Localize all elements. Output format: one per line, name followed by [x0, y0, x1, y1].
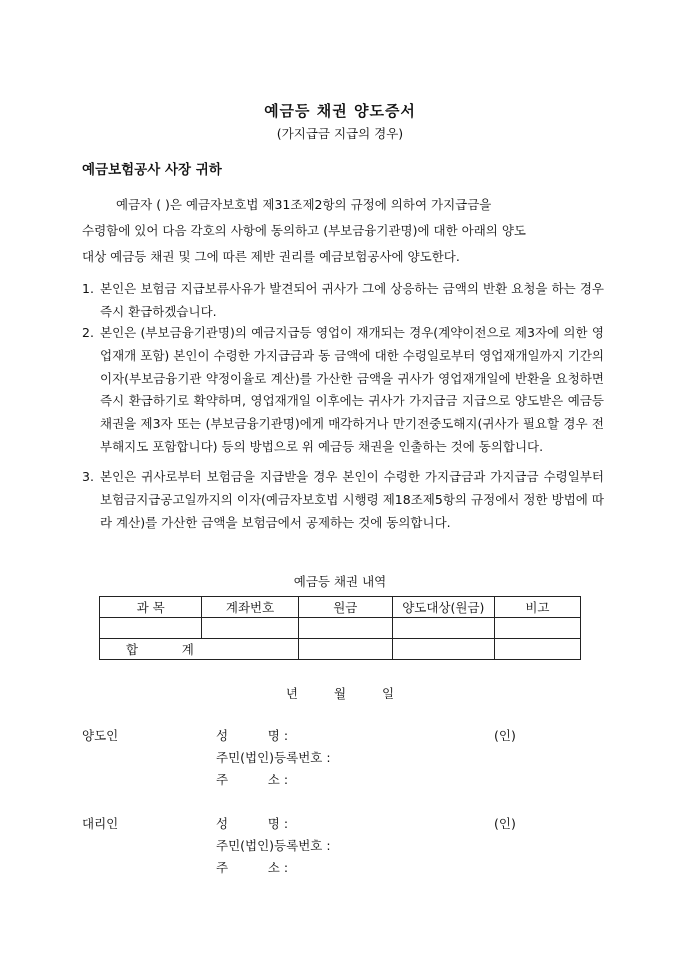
document-subtitle: (가지급금 지급의 경우) [276, 126, 404, 141]
intro-paragraph [82, 192, 604, 270]
table-cell[interactable] [298, 618, 392, 639]
header-principal: 원금 [298, 597, 392, 618]
agent-id-label: 주민(법인)등록번호 : [216, 838, 331, 853]
transferor-role: 양도인 [82, 728, 119, 743]
transferor-address-label: 주 소 : [216, 772, 289, 787]
header-account-number: 계좌번호 [202, 597, 298, 618]
table-cell[interactable] [392, 618, 494, 639]
clause-number: 3. [82, 469, 94, 484]
claims-table [99, 596, 581, 660]
clause-2 [82, 322, 604, 459]
table-title: 예금등 채권 내역 [293, 574, 387, 589]
agent-address-label: 주 소 : [216, 860, 289, 875]
header-transfer-principal: 양도대상(원금) [392, 597, 494, 618]
transferor-id-label: 주민(법인)등록번호 : [216, 750, 331, 765]
total-label: 합 계 [100, 639, 299, 660]
table-cell[interactable] [494, 639, 580, 660]
clause-text: 본인은 (부보금융기관명)의 예금지급등 영업이 재개되는 경우(계약이전으로 제3자에 의한 영업재개 포함) 본인이 수령한 가지급금과 동 금액에 대한 수령일로부터 영업재개일까지 기간의 이자(부보금융기관 약정이율로 계산)를 가산한 금액을 귀사가 영업재개일에 반환을 요청하면 즉시 환급하기로 확약하며, 영업재개일 이후에는 귀사가 가지급금 지급으로 양도받은 예금등 채권을 제3자 또는 (부보금융기관명)에게 매각하거나 만기전중도해지(귀사가 필요할 경우 전부해지도 포함합니다) 등의 방법으로 위 예금등 채권을 인출하는 것에 동의합니다. [100, 325, 604, 454]
header-subject: 과 목 [100, 597, 202, 618]
clause-number: 2. [82, 325, 94, 340]
intro-line: 예금자 ( )은 예금자보호법 제31조제2항의 규정에 의하여 가지급금을 [116, 197, 492, 212]
clause-1 [82, 278, 604, 324]
transferor-seal: (인) [494, 728, 516, 743]
table-cell[interactable] [392, 639, 494, 660]
document-title: 예금등 채권 양도증서 [264, 102, 416, 120]
date-line: 년 월 일 [285, 686, 395, 701]
transferor-name-label: 성 명 : [216, 728, 289, 743]
table-header-row [100, 597, 581, 618]
addressee: 예금보험공사 사장 귀하 [82, 162, 222, 178]
clause-3 [82, 466, 604, 534]
table-cell[interactable] [100, 618, 202, 639]
clause-number: 1. [82, 281, 94, 296]
table-cell[interactable] [202, 618, 298, 639]
agent-role: 대리인 [82, 816, 119, 831]
intro-line: 수령함에 있어 다음 각호의 사항에 동의하고 (부보금융기관명)에 대한 아래의 양도 [82, 223, 526, 238]
agent-name-label: 성 명 : [216, 816, 289, 831]
intro-line: 대상 예금등 채권 및 그에 따른 제반 권리를 예금보험공사에 양도한다. [82, 249, 460, 264]
agent-seal: (인) [494, 816, 516, 831]
table-total-row [100, 639, 581, 660]
table-cell[interactable] [298, 639, 392, 660]
clause-text: 본인은 보험금 지급보류사유가 발견되어 귀사가 그에 상응하는 금액의 반환 요청을 하는 경우 즉시 환급하겠습니다. [100, 281, 604, 319]
clause-text: 본인은 귀사로부터 보험금을 지급받을 경우 본인이 수령한 가지급금과 가지급금 수령일부터 보험금지급공고일까지의 이자(예금자보호법 시행령 제18조제5항의 규정에서 정한 방법에 따라 계산)를 가산한 금액을 보험금에서 공제하는 것에 동의합니다. [100, 469, 604, 530]
header-remarks: 비고 [494, 597, 580, 618]
table-row [100, 618, 581, 639]
table-cell[interactable] [494, 618, 580, 639]
